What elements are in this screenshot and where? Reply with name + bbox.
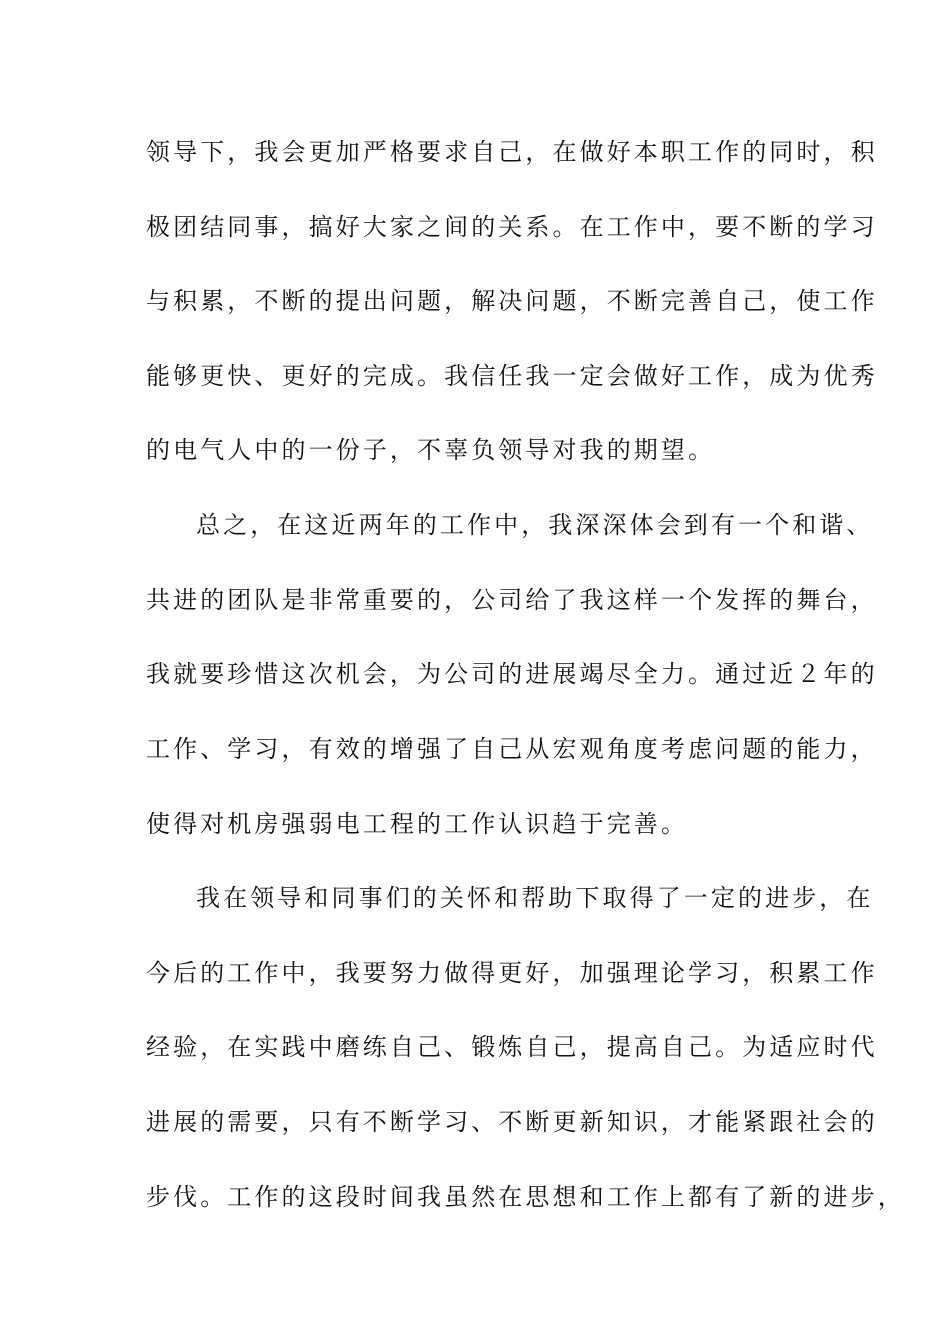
text-line: 工作、学习，有效的增强了自己从宏观角度考虑问题的能力， [146, 735, 878, 763]
text-line: 今后的工作中，我要努力做得更好，加强理论学习，积累工作 [146, 959, 878, 987]
text-line: 经验，在实践中磨练自己、锻炼自己，提高自己。为适应时代 [146, 1033, 878, 1061]
text-line: 能够更快、更好的完成。我信任我一定会做好工作，成为优秀 [146, 362, 878, 390]
text-line: 共进的团队是非常重要的，公司给了我这样一个发挥的舞台， [146, 586, 878, 614]
text-line: 极团结同事，搞好大家之间的关系。在工作中，要不断的学习 [146, 213, 878, 241]
text-line: 步伐。工作的这段时间我虽然在思想和工作上都有了新的进步， [146, 1183, 905, 1211]
text-line: 进展的需要，只有不断学习、不断更新知识，才能紧跟社会的 [146, 1108, 878, 1136]
text-line: 领导下，我会更加严格要求自己，在做好本职工作的同时，积 [146, 138, 878, 166]
paragraph-first-line: 总之，在这近两年的工作中，我深深体会到有一个和谐、 [196, 511, 874, 539]
text-line: 使得对机房强弱电工程的工作认识趋于完善。 [146, 810, 688, 838]
text-line: 我就要珍惜这次机会，为公司的进展竭尽全力。通过近２年的 [146, 660, 878, 688]
text-line: 的电气人中的一份子，不辜负领导对我的期望。 [146, 436, 716, 464]
paragraph-first-line: 我在领导和同事们的关怀和帮助下取得了一定的进步，在 [196, 884, 874, 912]
text-line: 与积累，不断的提出问题，解决问题，不断完善自己，使工作 [146, 287, 878, 315]
